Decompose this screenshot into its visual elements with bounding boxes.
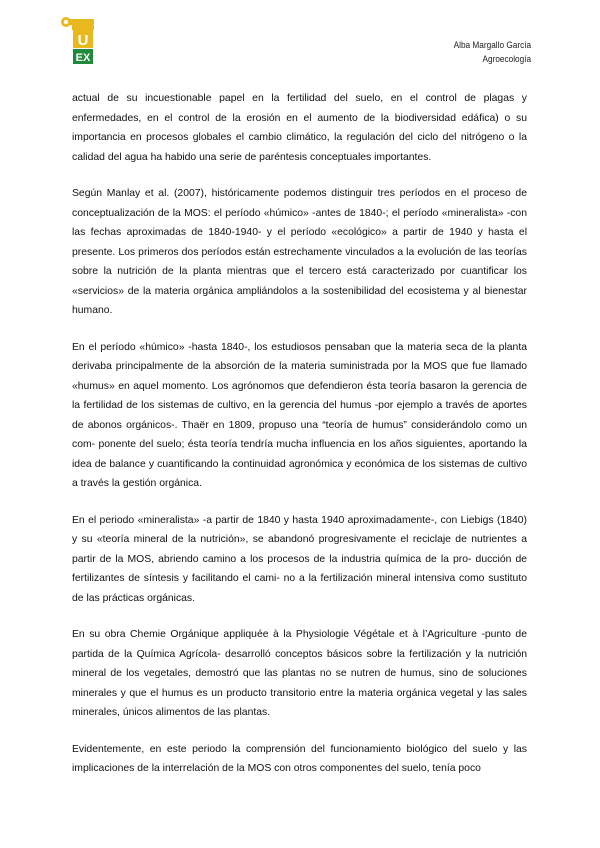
header-subject: Agroecología [482,54,531,65]
paragraph: En su obra Chemie Orgánique appliquée à la Physiologie Végétale et à l’Agriculture -punto de partida de la Química Agrícola- desarrolló conceptos básicos sobre la fertilización y la nutrición mineral de los vegetales, demostró que las plantas no se nutren de humus, sino de soluciones minerales y que el humus es un producto transitorio entre la materia orgánica vegetal y las sales minerales, únicos alimentos de las plantas. [72,629,527,718]
logo-letter-u: U [77,32,89,49]
logo-capital [72,25,94,30]
document-body [72,89,527,796]
paragraph: En el período «húmico» -hasta 1840-, los estudiosos pensaban que la materia seca de la planta derivaba principalmente de la absorción de la materia suministrada por la MOS que fue llamado «humus» en aquel momento. Los agrónomos que defendieron ésta teoría basaron la gerencia de la fertilidad de los sistemas de cultivo, en la gerencia del humus -por ejemplo a través de aportes de abonos orgánicos-. Thaër en 1809, propuso una “teoría de humus” considerándolo como un com- ponente del suelo; ésta teoría tendría mucha influencia en los años siguientes, aportando la idea de balance y cuantificando la continuidad agronómica y económica de los sistemas de cultivo a través la gestión orgánica. [72,341,527,489]
paragraph: Según Manlay et al. (2007), históricamente podemos distinguir tres períodos en el proceso de conceptualización de la MOS: el período «húmico» -antes de 1840-; el período «mineralista» -con las fechas aproximadas de 1840-1940- y el período «ecológico» a partir de 1940 y hasta el presente. Los primeros dos períodos están estrechamente vinculados a la evolución de las teorías sobre la nutrición de la planta mientras que el tercero está caracterizado por cuantificar los «servicios» de la materia orgánica ampliándolos a la sostenibilidad del ecosistema y al bienestar humano. [72,188,527,316]
university-logo-icon [60,15,102,67]
document-header [453,39,531,67]
header-author: Alba Margallo García [453,40,531,51]
paragraph: En el periodo «mineralista» -a partir de 1840 y hasta 1940 aproximadamente-, con Liebigs (1840) y su «teoría mineral de la nutrición», se abandonó progresivamente el reciclaje de nutrientes a partir de la MOS, abriendo camino a los procesos de la industria química de la pro- ducción de fertilizantes de síntesis y facilitando el cami- no a la fertilización mineral intensiva como sustituto de las prácticas orgánicas. [72,514,527,604]
paragraph: actual de su incuestionable papel en la fertilidad del suelo, en el control de plagas y enfermedades, en el control de la erosión en el aumento de la biodiversidad edáfica) o su importancia en procesos globales el cambio climático, la regulación del ciclo del nitrógeno o la calidad del agua ha habido una serie de paréntesis conceptuales importantes. [72,93,527,163]
logo-letters-ex: EX [75,52,91,64]
logo-key-hole [64,20,68,24]
paragraph: Evidentemente, en este periodo la comprensión del funcionamiento biológico del suelo y las implicaciones de la interrelación de la MOS con otros componentes del suelo, tenía poco [72,743,527,774]
